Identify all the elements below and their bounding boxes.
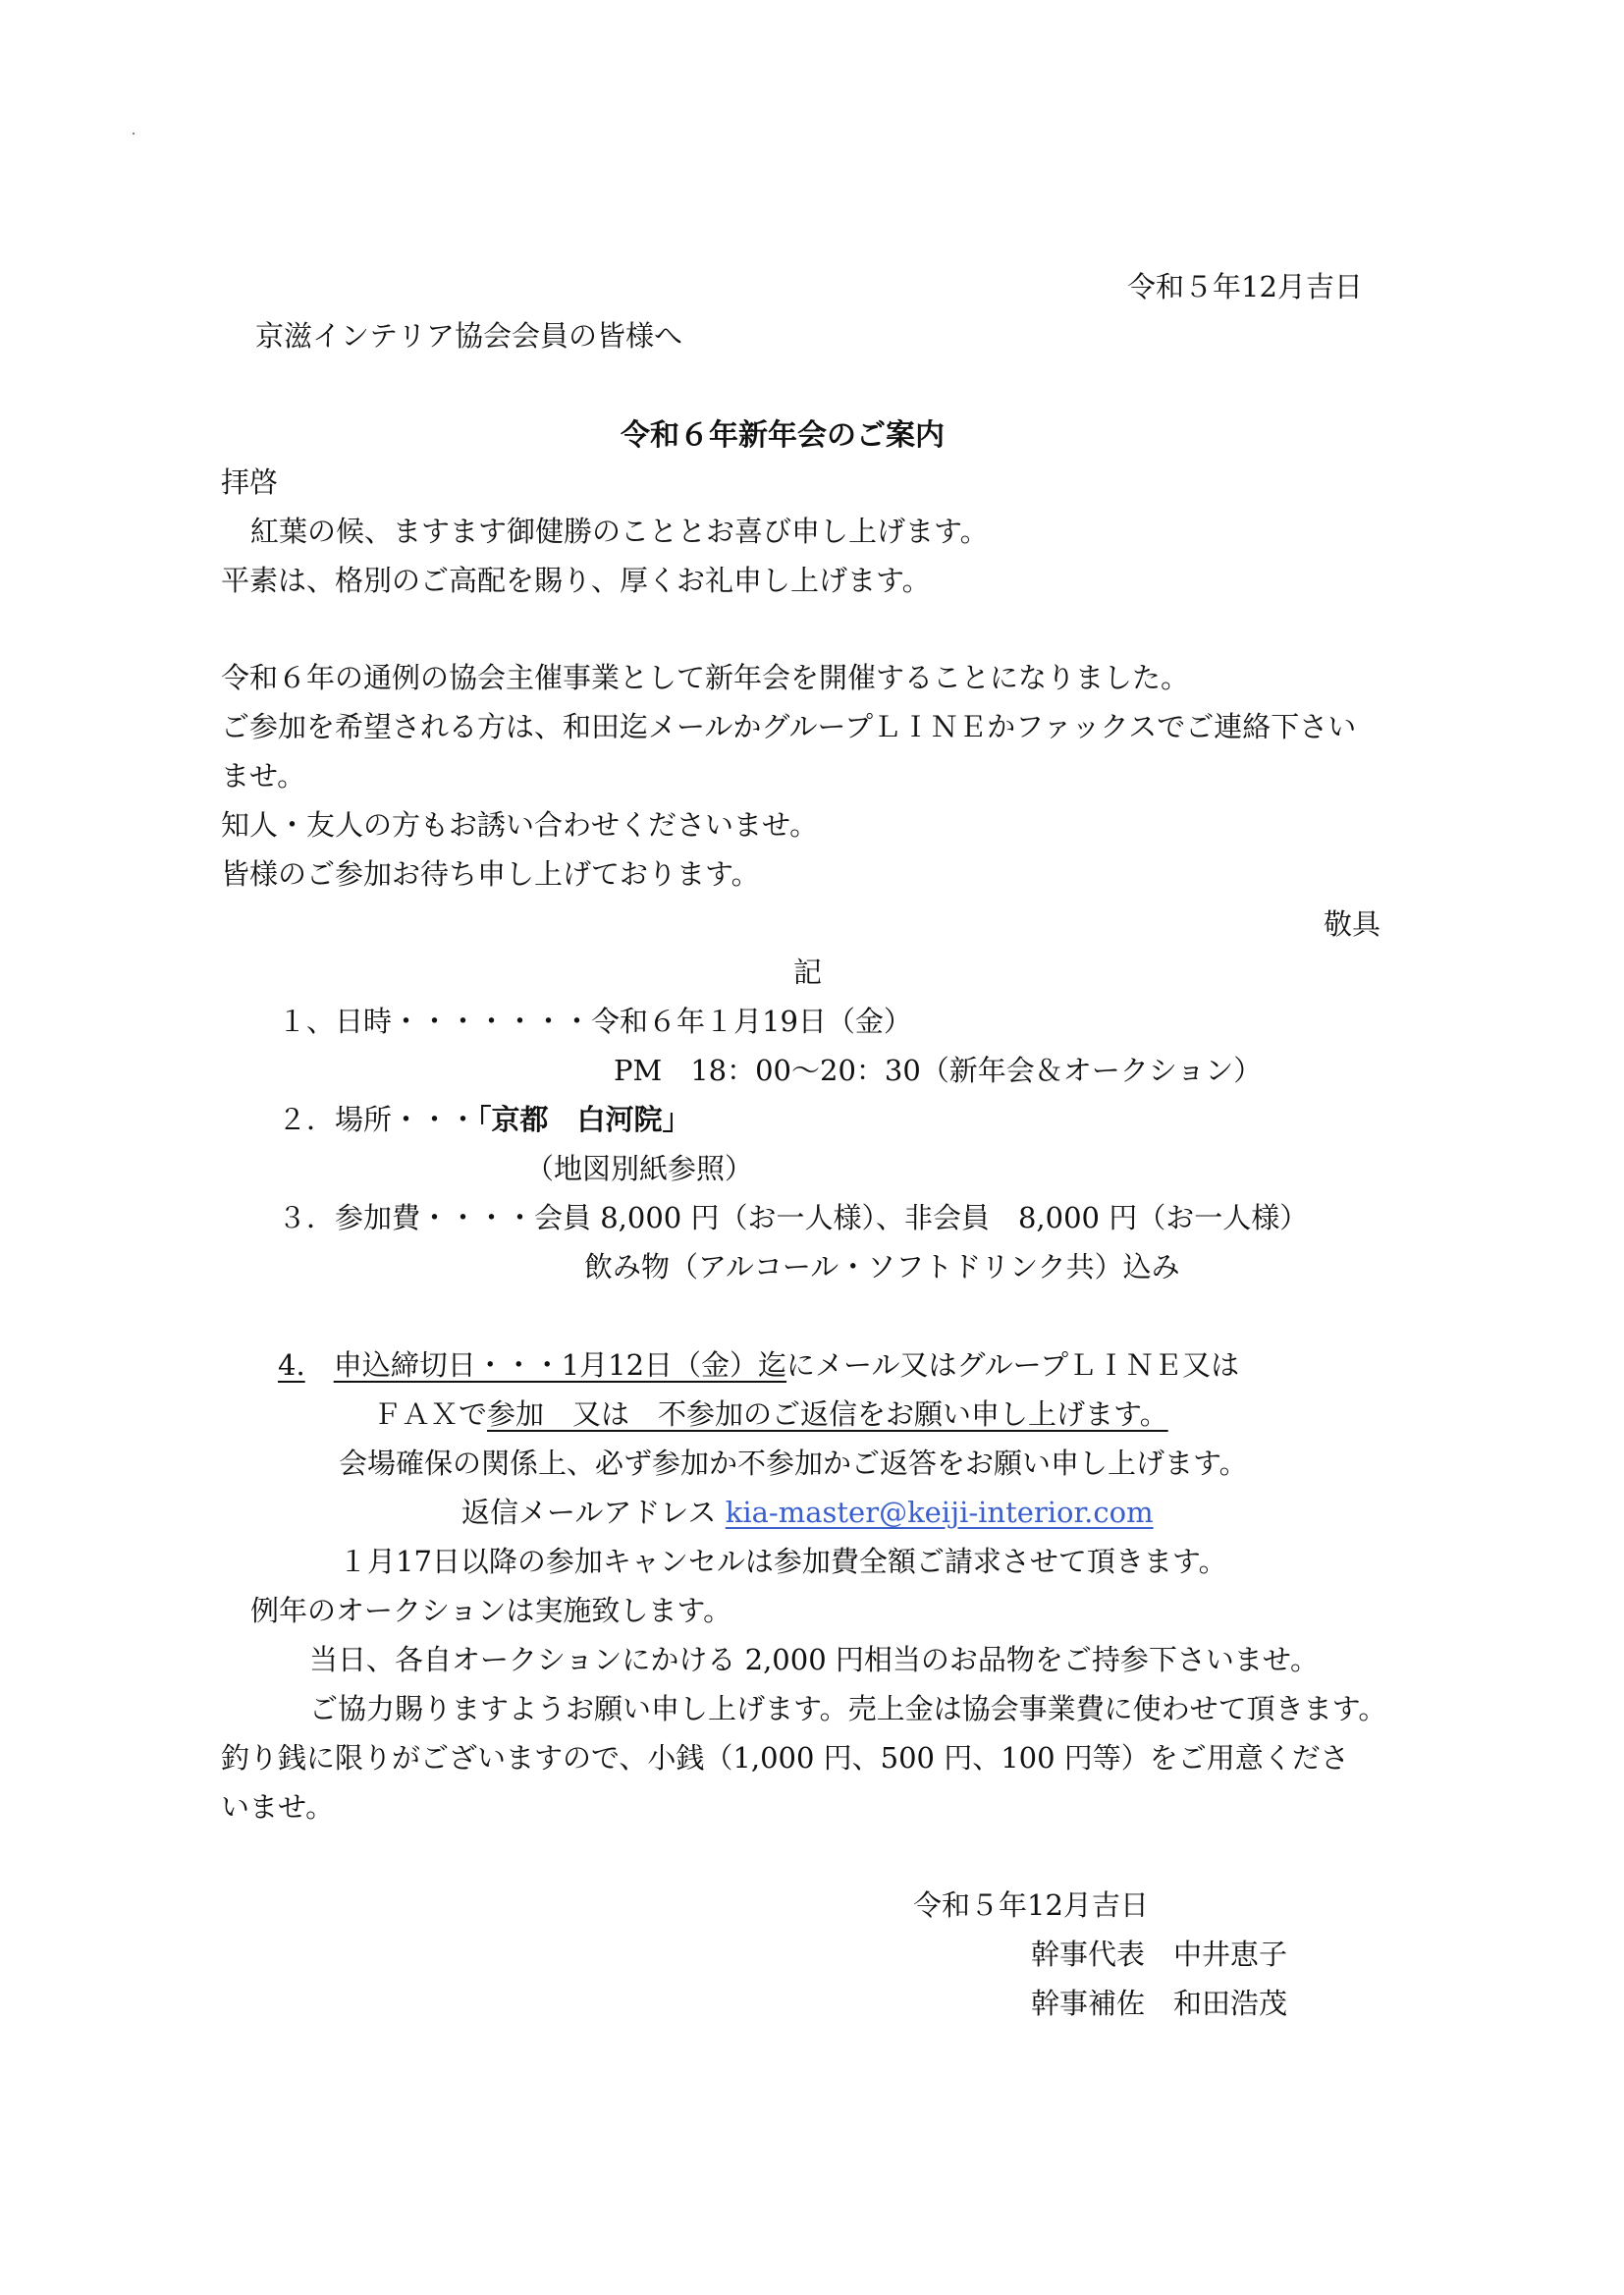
- item-4-rest: にメール又はグループＬＩＮＥ又は: [786, 1348, 1240, 1382]
- greeting-line-1: 紅葉の候、ますます御健勝のこととお喜び申し上げます。: [250, 515, 989, 548]
- page-title: 令和６年新年会のご案内: [621, 418, 945, 453]
- item-4-mail-line: [461, 1496, 1154, 1529]
- item-2-prefix: ２．場所・・・: [278, 1103, 478, 1136]
- signature-assistant: 幹事補佐 和田浩茂: [1031, 1987, 1288, 2020]
- item-2-line: [278, 1103, 691, 1136]
- body-line-3: ませ。: [221, 759, 306, 792]
- addressee: 京滋インテリア協会会員の皆様へ: [255, 319, 683, 353]
- item-3-label: ３．参加費・・・・会員 8,000 円（お一人様）、非会員 8,000 円（お一人様）: [278, 1201, 1309, 1234]
- body-line-4: 知人・友人の方もお誘い合わせくださいませ。: [221, 808, 819, 842]
- greeting-line-2: 平素は、格別のご高配を賜り、厚くお礼申し上げます。: [221, 564, 931, 597]
- item-4-note: 会場確保の関係上、必ず参加か不参加かご返答をお願い申し上げます。: [339, 1447, 1248, 1480]
- scan-speck: [133, 133, 135, 135]
- item-1-time: PM 18：00～20：30（新年会＆オークション）: [614, 1054, 1263, 1087]
- mail-label: 返信メールアドレス: [461, 1496, 717, 1529]
- auction-line-3: ご協力賜りますようお願い申し上げます。売上金は協会事業費に使わせて頂きます。: [309, 1692, 1387, 1725]
- ki-heading: 記: [793, 956, 823, 989]
- body-line-1: 令和６年の通例の協会主催事業として新年会を開催することになりました。: [221, 661, 1190, 694]
- auction-line-2: 当日、各自オークションにかける 2,000 円相当のお品物をご持参下さいませ。: [309, 1643, 1320, 1676]
- item-2-venue: 「京都 白河院」: [477, 1103, 691, 1136]
- auction-line-1: 例年のオークションは実施致します。: [250, 1594, 732, 1627]
- body-line-2: ご参加を希望される方は、和田迄メールかグループＬＩＮＥかファックスでご連絡下さい: [221, 710, 1357, 743]
- item-4-cancel: １月17日以降の参加キャンセルは参加費全額ご請求させて頂きます。: [339, 1545, 1227, 1578]
- reply-email-link[interactable]: kia-master@keiji-interior.com: [725, 1496, 1154, 1529]
- item-4-number: 4.: [278, 1348, 305, 1382]
- item-4-fax: ＦＡＸで: [373, 1397, 488, 1431]
- item-2-note: （地図別紙参照）: [525, 1152, 754, 1185]
- greeting-opening: 拝啓: [221, 465, 279, 499]
- auction-line-4: 釣り銭に限りがございますので、小銭（1,000 円、500 円、100 円等）をご用意くださ: [221, 1741, 1349, 1775]
- date-top: 令和５年12月吉日: [1127, 270, 1363, 303]
- body-line-5: 皆様のご参加お待ち申し上げております。: [221, 857, 760, 891]
- signature-date: 令和５年12月吉日: [913, 1888, 1149, 1922]
- item-4-fax-line: [373, 1397, 1168, 1431]
- item-1-label: １、日時・・・・・・・令和６年１月19日（金）: [278, 1005, 912, 1038]
- item-4-line: [278, 1348, 1240, 1382]
- auction-line-5: いませ。: [221, 1790, 335, 1824]
- item-3-note: 飲み物（アルコール・ソフトドリンク共）込み: [584, 1250, 1180, 1284]
- item-4-reply: 参加 又は 不参加のご返信をお願い申し上げます。: [487, 1397, 1168, 1431]
- signature-rep: 幹事代表 中井恵子: [1031, 1938, 1288, 1971]
- item-4-deadline: 申込締切日・・・1月12日（金）迄: [333, 1348, 787, 1382]
- closing: 敬具: [1324, 907, 1381, 941]
